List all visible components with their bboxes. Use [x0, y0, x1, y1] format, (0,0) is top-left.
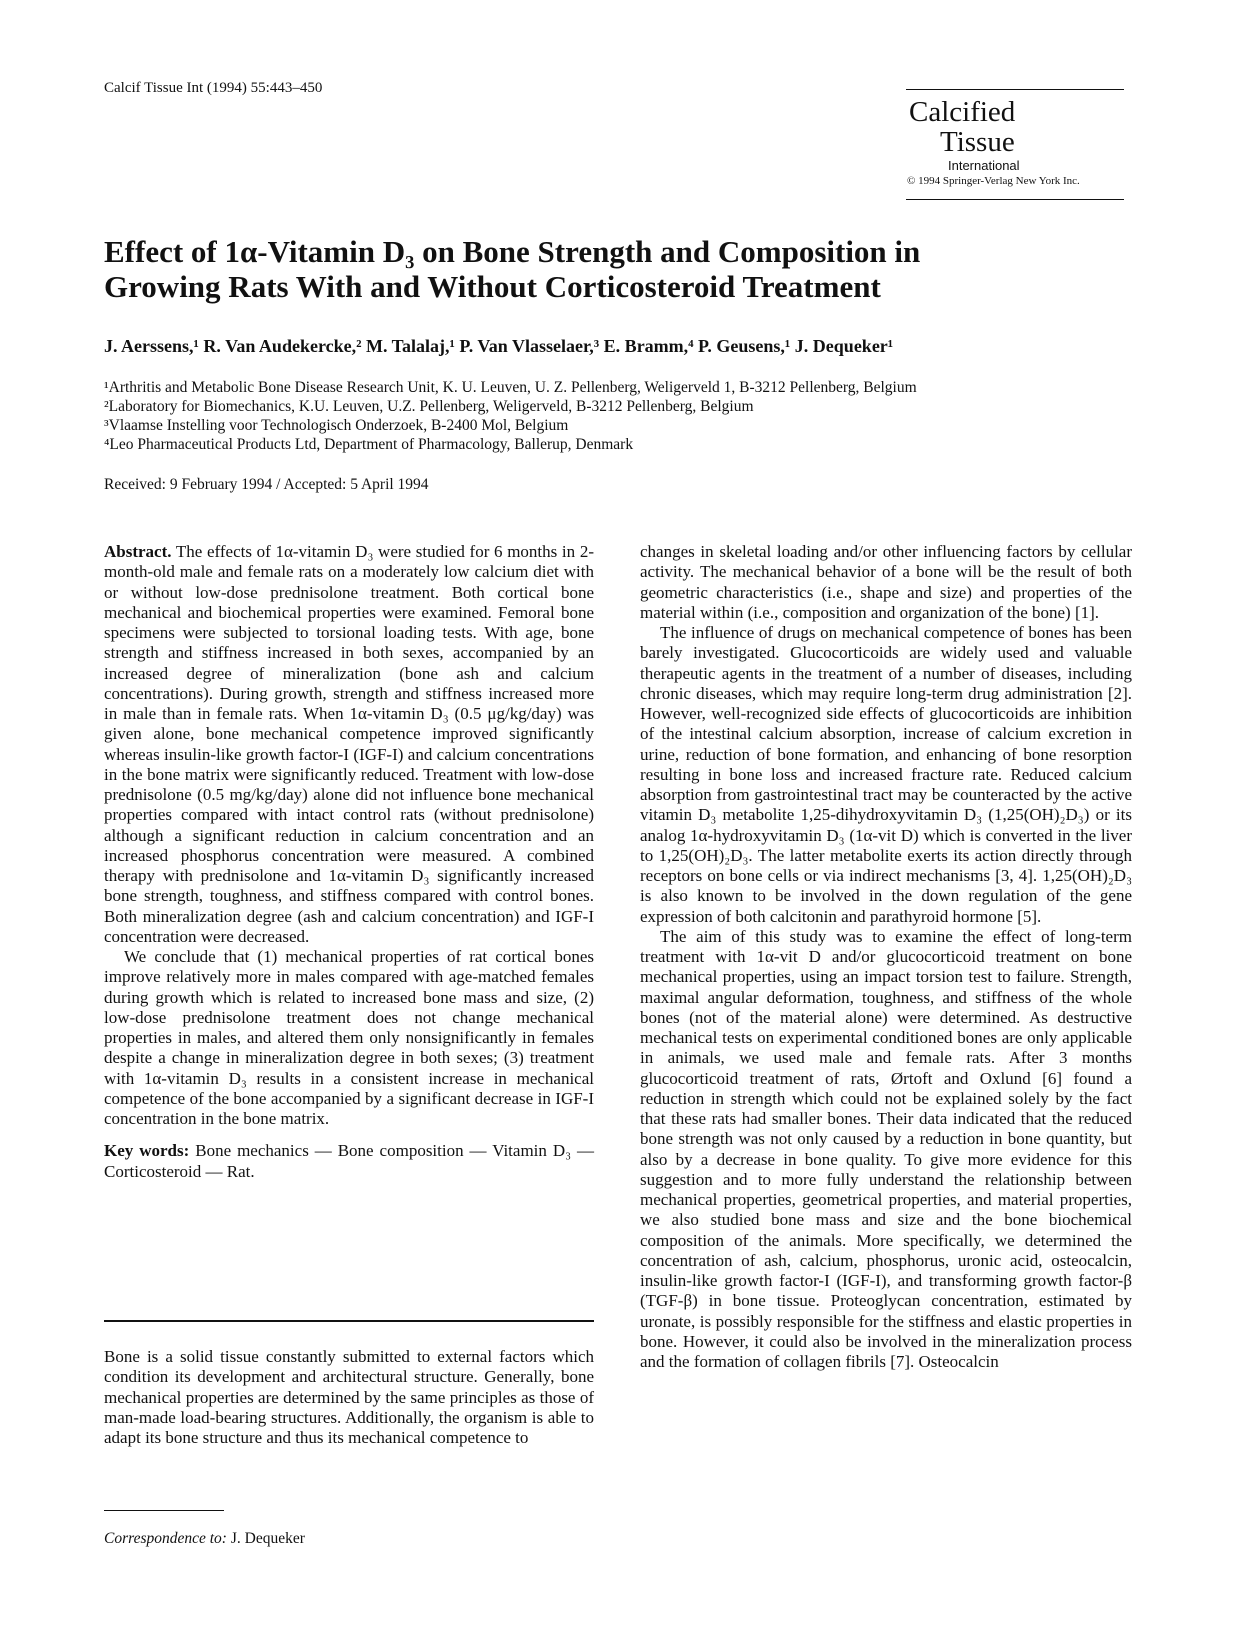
- right-paragraph-1: changes in skeletal loading and/or other influencing factors by cellular activity. The mechanical behavior of a bone will be the result of both geometric characteristics (i.e., shape and size) and properties of the material within (i.e., composition and organization of the bone) [1].: [640, 542, 1132, 622]
- logo-bottom-rule: [906, 199, 1124, 200]
- intro-right-column: [640, 542, 1132, 1372]
- title-line-1: Effect of 1α-Vitamin D₃ on Bone Strength and Composition in: [104, 234, 921, 269]
- keywords-label: Key words:: [104, 1141, 190, 1161]
- footnote-rule: [104, 1510, 224, 1511]
- journal-logo-calcified: Calcified: [909, 96, 1016, 128]
- title-line-2: Growing Rats With and Without Corticosteroid Treatment: [104, 269, 881, 304]
- author-list: J. Aerssens,¹ R. Van Audekercke,² M. Talalaj,¹ P. Van Vlasselaer,³ E. Bramm,⁴ P. Geusens,¹ J. Dequeker¹: [104, 336, 894, 356]
- abstract-text: The effects of 1α-vitamin D₃ were studied for 6 months in 2-month-old male and female rats on a moderately low calcium diet with or without low-dose prednisolone treatment. Both cortical bone mechanical and biochemical properties were examined. Femoral bone specimens were subjected to torsional loading tests. With age, bone strength and stiffness increased in both sexes, accompanied by an increased degree of mineralization (bone ash and calcium concentrations). During growth, strength and stiffness increased more in male than in female rats. When 1α-vitamin D₃ (0.5 μg/kg/day) was given alone, bone mechanical competence improved significantly whereas insulin-like growth factor-I (IGF-I) and calcium concentrations in the bone matrix were significantly reduced. Treatment with low-dose prednisolone (0.5 mg/kg/day) alone did not influence bone mechanical properties compared with intact control rats (without prednisolone) although a significant reduction in calcium concentration and an increased phosphorus concentration were measured. A combined therapy with prednisolone and 1α-vitamin D₃ significantly increased bone strength, toughness, and stiffness compared with control bones. Both mineralization degree (ash and calcium concentration) and IGF-I concentration were decreased.: [104, 542, 594, 946]
- affiliation-2: ²Laboratory for Biomechanics, K.U. Leuven, U.Z. Pellenberg, Weligerveld, B-3212 Pellenberg, Belgium: [104, 398, 754, 415]
- abstract-paragraph: [104, 542, 594, 947]
- journal-logo-international: International: [948, 158, 1020, 173]
- abstract-label: Abstract.: [104, 542, 172, 561]
- affiliation-4: ⁴Leo Pharmaceutical Products Ltd, Department of Pharmacology, Ballerup, Denmark: [104, 436, 634, 453]
- journal-citation: Calcif Tissue Int (1994) 55:443–450: [104, 80, 323, 96]
- right-paragraph-3: The aim of this study was to examine the effect of long-term treatment with 1α-vit D and/or glucocorticoid treatment on bone mechanical properties, using an impact torsion test to failure. Strength, maximal angular deformation, toughness, and stiffness of the whole bones (not of the material alone) were determined. As destructive mechanical tests on experimental conditioned bones are only applicable in animals, we used male and female rats. After 3 months glucocorticoid treatment of rats, Ørtoft and Oxlund [6] found a reduction in strength which could not be explained solely by the fact that these rats had smaller bones. Their data indicated that the reduced bone strength was not only caused by a reduction in bone quantity, but also by a decrease in bone quality. To give more evidence for this suggestion and to more fully understand the relationship between mechanical properties, geometrical properties, and material properties, we also studied bone mass and size and the bone biochemical composition of the animals. More specifically, we determined the concentration of ash, calcium, phosphorus, uronic acid, osteocalcin, insulin-like growth factor-I (IGF-I), and transforming growth factor-β (TGF-β) in bone tissue. Proteoglycan concentration, estimated by uronate, is possibly responsible for the stiffness and elastic properties in bone. However, it could also be involved in the mineralization process and the formation of collagen fibrils [7]. Osteocalcin: [640, 926, 1132, 1371]
- logo-top-rule: [906, 89, 1124, 90]
- affiliation-3: ³Vlaamse Instelling voor Technologisch Onderzoek, B-2400 Mol, Belgium: [104, 417, 569, 434]
- section-divider: [104, 1320, 594, 1322]
- correspondence-note: [104, 1530, 305, 1548]
- journal-logo-tissue: Tissue: [940, 126, 1015, 158]
- intro-paragraph: Bone is a solid tissue constantly submitted to external factors which condition its development and architectural structure. Generally, bone mechanical properties are determined by the same principles as those of man-made load-bearing structures. Additionally, the organism is able to adapt its bone structure and thus its mechanical competence to: [104, 1347, 594, 1447]
- affiliation-1: ¹Arthritis and Metabolic Bone Disease Research Unit, K. U. Leuven, U. Z. Pellenberg, Weligerveld 1, B-3212 Pellenberg, Belgium: [104, 379, 917, 396]
- right-paragraph-2: The influence of drugs on mechanical competence of bones has been barely investigated. Glucocorticoids are widely used and valuable therapeutic agents in the treatment of a number of diseases, including chronic diseases, which may require long-term drug administration [2]. However, well-recognized side effects of glucocorticoids are inhibition of the intestinal calcium absorption, increase of calcium excretion in urine, reduction of bone formation, and enhancing of bone resorption resulting in bone loss and increased fracture rate. Reduced calcium absorption from gastrointestinal tract may be counteracted by the active vitamin D₃ metabolite 1,25-dihydroxyvitamin D₃ (1,25(OH)₂D₃) or its analog 1α-hydroxyvitamin D₃ (1α-vit D) which is converted in the liver to 1,25(OH)₂D₃. The latter metabolite exerts its action directly through receptors on bone cells or via indirect mechanisms [3, 4]. 1,25(OH)₂D₃ is also known to be involved in the down regulation of the gene expression of both calcitonin and parathyroid hormone [5].: [640, 623, 1132, 926]
- abstract-column: [104, 542, 594, 1182]
- copyright-notice: © 1994 Springer-Verlag New York Inc.: [907, 175, 1080, 187]
- abstract-conclusion: We conclude that (1) mechanical properties of rat cortical bones improve relatively more in males compared with age-matched females during growth which is related to increased bone mass and size, (2) low-dose prednisolone treatment does not change mechanical properties in males, and altered them only nonsignificantly in females despite a change in mineralization degree in both sexes; (3) treatment with 1α-vitamin D₃ results in a consistent increase in mechanical competence of the bone accompanied by a significant decrease in IGF-I concentration in the bone matrix.: [104, 947, 594, 1128]
- received-accepted-dates: Received: 9 February 1994 / Accepted: 5 April 1994: [104, 476, 429, 493]
- keywords-paragraph: [104, 1141, 594, 1182]
- correspondence-name: J. Dequeker: [230, 1530, 305, 1547]
- correspondence-label: Correspondence to:: [104, 1530, 227, 1547]
- paper-title: [104, 234, 1144, 304]
- affiliations: [104, 378, 1154, 454]
- intro-left-column: [104, 1347, 594, 1448]
- keywords-text: Bone mechanics — Bone composition — Vitamin D₃ — Corticosteroid — Rat.: [104, 1141, 595, 1181]
